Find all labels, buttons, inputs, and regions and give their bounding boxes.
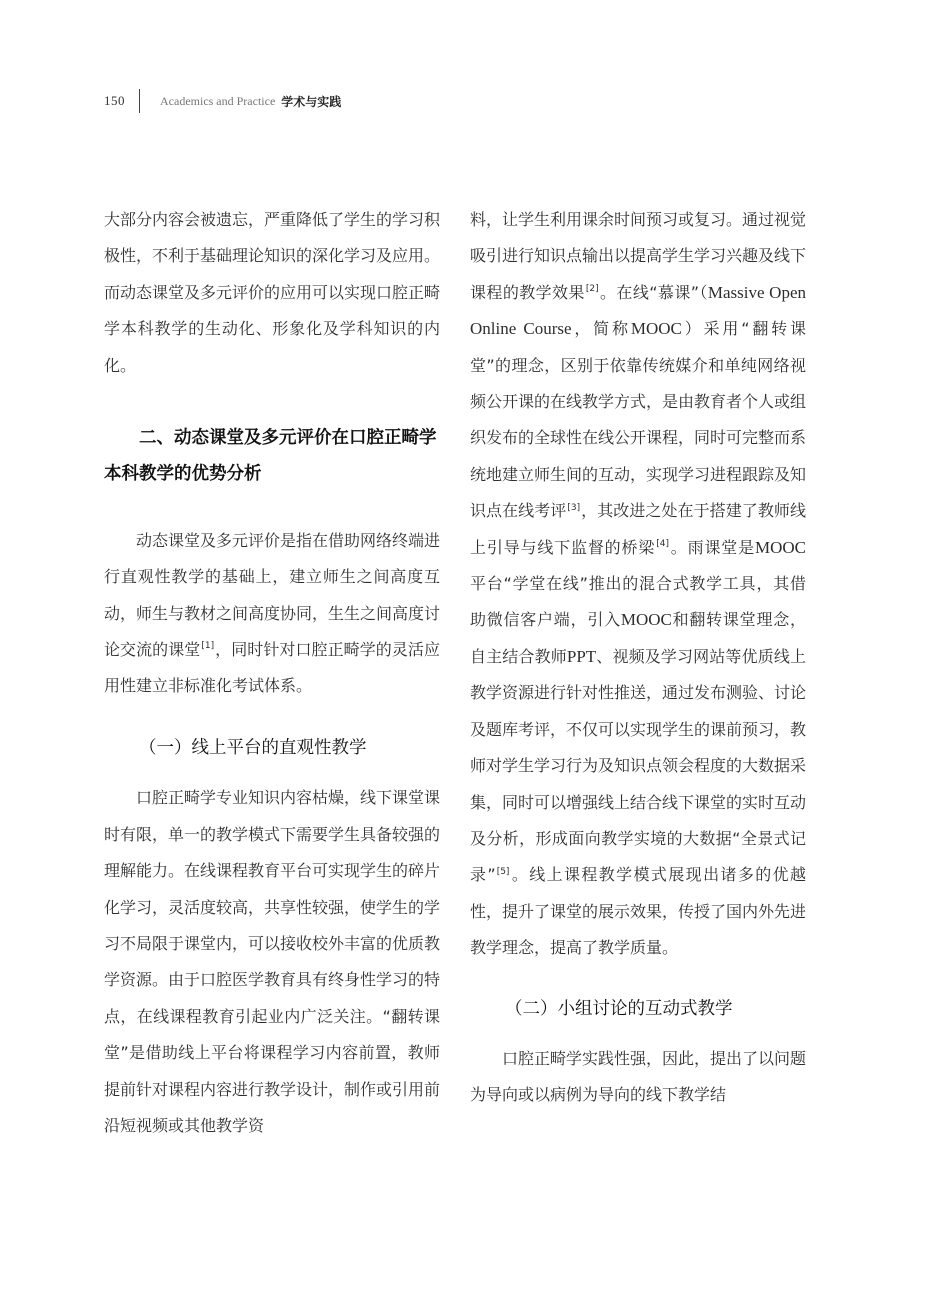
citation-3[interactable]: [3] xyxy=(567,502,581,513)
paragraph-online-platform: 口腔正畸学专业知识内容枯燥，线下课堂课时有限，单一的教学模式下需要学生具备较强的理解能力。在线课程教育平台可实现学生的碎片化学习，灵活度较高，共享性较强，使学生的学习不局限于课堂内，可以接收校外丰富的优质教学资源。由于口腔医学教育具有终身性学习的特点，在线课程教育引起业内广泛关注。“翻转课堂”是借助线上平台将课程学习内容前置，教师提前针对课程内容进行教学设计，制作或引用前沿短视频或其他教学资 xyxy=(104,788,441,1135)
running-header xyxy=(104,88,341,114)
paragraph-continued: 大部分内容会被遗忘，严重降低了学生的学习积极性，不利于基础理论知识的深化学习及应用。而动态课堂及多元评价的应用可以实现口腔正畸学本科教学的生动化、形象化及学科知识的内化。 xyxy=(104,210,441,375)
paragraph-group-discussion: 口腔正畸学实践性强，因此，提出了以问题为导向或以病例为导向的线下教学结 xyxy=(470,1048,807,1105)
right-column xyxy=(470,202,806,1114)
page-number: 150 xyxy=(104,93,125,108)
subsection-heading-1: （一）线上平台的直观性教学 xyxy=(139,737,367,758)
paragraph-mooc: 料，让学生利用课余时间预习或复习。通过视觉吸引进行知识点输出以提高学生学习兴趣及线下课程的教学效果[2]。在线“慕课”（Massive Open Online Course，简称MOOC）采用“翻转课堂”的理念，区别于依靠传统媒介和单纯网络视频公开课的在线教学方式，是由教育者个人或组织发布的全球性在线公开课程，同时可完整而系统地建立师生间的互动，实现学习进程跟踪及知识点在线考评[3]，其改进之处在于搭建了教师线上引导与线下监督的桥梁[4]。雨课堂是MOOC平台“学堂在线”推出的混合式教学工具，其借助微信客户端，引入MOOC和翻转课堂理念，自主结合教师PPT、视频及学习网站等优质线上教学资源进行针对性推送，通过发布测验、讨论及题库考评，不仅可以实现学生的课前预习，教师对学生学习行为及知识点领会程度的大数据采集，同时可以增强线上结合线下课堂的实时互动及分析，形成面向教学实境的大数据“全景式记录”[5]。线上课程教学模式展现出诸多的优越性，提升了课堂的展示效果，传授了国内外先进教学理念，提高了教学质量。 xyxy=(470,210,807,958)
citation-2[interactable]: [2] xyxy=(585,284,599,295)
citation-5[interactable]: [5] xyxy=(496,866,510,877)
section-heading-2: 二、动态课堂及多元评价在口腔正畸学本科教学的优势分析 xyxy=(104,428,437,485)
paragraph-definition: 动态课堂及多元评价是指在借助网络终端进行直观性教学的基础上，建立师生之间高度互动，师生与教材之间高度协同，生生之间高度讨论交流的课堂[1]，同时针对口腔正畸学的灵活应用性建立非标准化考试体系。 xyxy=(104,530,441,696)
citation-1[interactable]: [1] xyxy=(201,641,215,652)
journal-name-cn: 学术与实践 xyxy=(281,94,342,109)
left-column xyxy=(104,202,440,1144)
citation-4[interactable]: [4] xyxy=(656,538,669,549)
subsection-heading-2: （二）小组讨论的互动式教学 xyxy=(505,998,733,1019)
header-divider xyxy=(139,89,140,113)
journal-name-en: Academics and Practice xyxy=(160,93,276,108)
